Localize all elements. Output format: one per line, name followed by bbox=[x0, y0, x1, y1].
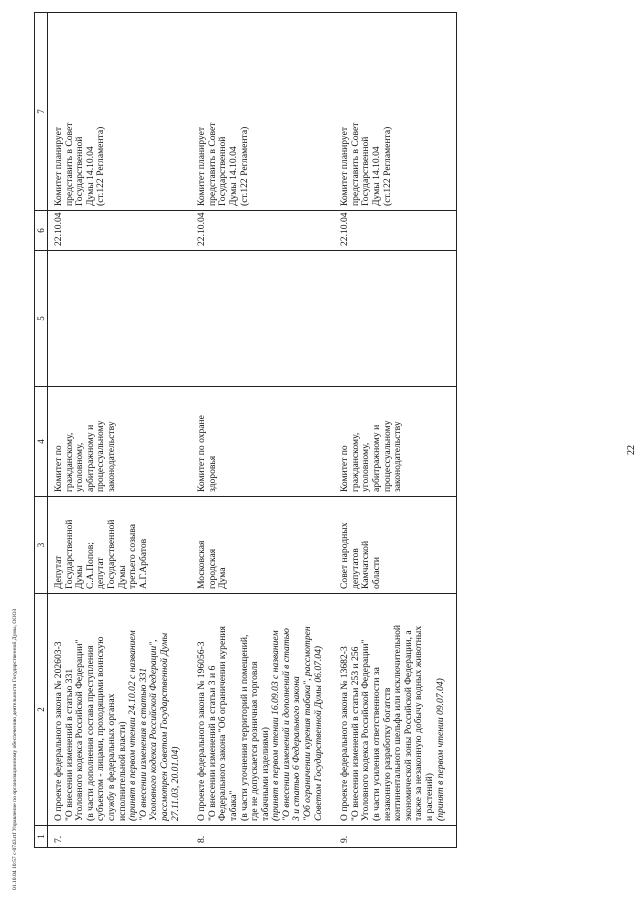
committee-line: процессуальному bbox=[381, 420, 393, 492]
committee-line: арбитражному и bbox=[84, 424, 96, 492]
bill-title-line: Уголовного кодекса Российской Федерации" bbox=[360, 639, 372, 821]
date-value: 22.10.04 bbox=[196, 212, 208, 246]
committee-cell bbox=[48, 387, 192, 497]
table-row bbox=[191, 13, 334, 848]
column-header: 6 bbox=[35, 211, 48, 251]
committee-line: здоровья bbox=[206, 455, 218, 492]
initiator-line: области bbox=[371, 556, 383, 589]
plan-line: Комитет планирует bbox=[53, 126, 64, 206]
column-header: 2 bbox=[35, 594, 48, 826]
bill-note-line: 27.11.03, 20.01.04) bbox=[169, 746, 181, 821]
committee-line: законодательству bbox=[105, 421, 117, 492]
bill-title-line: "О внесении изменений в статьи 253 и 256 bbox=[349, 646, 361, 821]
plan-line: (ст.122 Регламента) bbox=[238, 126, 250, 206]
bill-note-line: Уголовного кодекса Российской Федерации", bbox=[148, 639, 160, 821]
initiator-line: депутат bbox=[95, 557, 107, 589]
bill-title-line: исполнительной власти) bbox=[116, 721, 128, 821]
initiator-line: третьего созыва bbox=[127, 523, 139, 589]
committee-line: Комитет по bbox=[53, 445, 64, 492]
bill-title-line: "О внесении изменений в статьи 3 и 6 bbox=[206, 665, 218, 821]
bills-agenda-table bbox=[34, 12, 457, 848]
bill-title-line: также за незаконную добычу водных животных bbox=[413, 625, 425, 821]
date-cell bbox=[191, 211, 334, 251]
committee-line: уголовному, bbox=[360, 442, 372, 492]
plan-line: Государственной bbox=[74, 136, 86, 206]
column-header: 4 bbox=[35, 387, 48, 497]
plan-line: представить в Совет bbox=[349, 122, 361, 206]
initiator-line: Депутат bbox=[53, 555, 64, 589]
committee-line: гражданскому, bbox=[349, 432, 361, 492]
bill-note-line: (принят в первом чтении 16.09.03 с названием bbox=[270, 630, 282, 821]
row-number: 8. bbox=[196, 835, 208, 843]
initiator-line: Думы bbox=[74, 565, 86, 589]
table-row bbox=[48, 13, 192, 848]
bill-title-line: О проекте федерального закона № 202603-3 bbox=[53, 641, 64, 821]
plan-line: представить в Совет bbox=[206, 122, 218, 206]
table-header-row bbox=[35, 13, 48, 848]
bill-description-cell bbox=[191, 594, 334, 826]
committee-cell bbox=[191, 387, 334, 497]
bill-title-line: (в части усиления ответственности за bbox=[371, 667, 383, 821]
bill-note-line: 3 и статью 6 Федерального закона bbox=[291, 676, 303, 821]
initiator-cell bbox=[48, 497, 192, 594]
initiator-line: Совет народных bbox=[339, 522, 351, 589]
bill-note-line: Советом Государственной Думы 06.07.04) bbox=[312, 645, 324, 821]
date-value: 22.10.04 bbox=[339, 212, 351, 246]
committee-line: процессуальному bbox=[95, 420, 107, 492]
bill-note-line: "О внесении изменения в статью 331 bbox=[137, 667, 149, 821]
bill-title-line: субъектом - лицами, проходящими воинскую bbox=[95, 636, 107, 821]
bill-title-line: экономической зоны Российской Федерации, а bbox=[402, 630, 414, 821]
page-number: 22 bbox=[626, 445, 637, 455]
bill-note-line: рассмотрен Советом Государственной Думы bbox=[158, 632, 170, 821]
empty-cell bbox=[191, 251, 334, 387]
column-header: 7 bbox=[35, 13, 48, 211]
initiator-line: С.А.Попов; bbox=[84, 542, 96, 589]
initiator-line: Государственной bbox=[105, 519, 117, 589]
plan-cell bbox=[48, 13, 192, 211]
row-number: 7. bbox=[53, 835, 64, 843]
bill-description-cell bbox=[48, 594, 192, 826]
plan-line: Комитет планирует bbox=[196, 126, 208, 206]
plan-cell bbox=[334, 13, 456, 211]
initiator-line: депутатов Камчатской bbox=[349, 540, 372, 589]
initiator-line: Московская городская bbox=[196, 540, 218, 589]
table-row bbox=[334, 13, 456, 848]
initiator-line: Государственной bbox=[63, 519, 75, 589]
bill-note-line: "Об ограничении курения табака", рассмотрен bbox=[302, 626, 314, 821]
document-footer: 01.10.04 10:57 с-0743.rtf Управление по организационному обеспечению деятельности Государственной Думы, ООО3 bbox=[12, 608, 18, 890]
bill-title-line: континентального шельфа или исключительной bbox=[392, 624, 404, 821]
bill-title-line: (в части дополнения состава преступления bbox=[84, 645, 96, 821]
initiator-line: Думы bbox=[116, 565, 128, 589]
plan-line: Государственной bbox=[360, 136, 372, 206]
plan-line: представить в Совет bbox=[63, 122, 75, 206]
plan-line: Государственной bbox=[217, 136, 229, 206]
committee-line: законодательству bbox=[392, 421, 404, 492]
bill-description-cell bbox=[334, 594, 456, 826]
bill-title-line: и растений) bbox=[424, 773, 435, 821]
empty-cell bbox=[334, 251, 456, 387]
date-value: 22.10.04 bbox=[53, 212, 64, 246]
date-cell bbox=[48, 211, 192, 251]
bill-title-line: (в части уточнения территорий и помещений, bbox=[238, 634, 250, 821]
bill-note-line: "О внесении изменений и дополнений в статью bbox=[280, 628, 292, 821]
bill-title-line: табачными изделиями) bbox=[259, 727, 271, 821]
bill-title-line: незаконную разработку богатств bbox=[381, 687, 393, 821]
bill-title-line: О проекте федерального закона № 196056-3 bbox=[196, 641, 208, 821]
initiator-line: А.Г.Арбатов bbox=[137, 538, 149, 589]
plan-line: Комитет планирует bbox=[339, 126, 351, 206]
initiator-cell bbox=[334, 497, 456, 594]
bill-title-line: табака" bbox=[227, 790, 239, 821]
column-header: 3 bbox=[35, 497, 48, 594]
bill-note-line: (принят в первом чтении 09.07.04) bbox=[434, 678, 446, 821]
bill-title-line: где не допускается розничная торговля bbox=[249, 661, 261, 821]
row-number-cell bbox=[48, 826, 192, 848]
bill-title-line: Уголовного кодекса Российской Федерации" bbox=[74, 639, 86, 821]
bill-title-line: службу в федеральных органах bbox=[105, 693, 117, 821]
committee-line: арбитражному и bbox=[371, 424, 383, 492]
bill-note-line: (принят в первом чтении 24.10.02 с названием bbox=[127, 630, 139, 821]
initiator-line: Дума bbox=[217, 567, 229, 589]
committee-cell bbox=[334, 387, 456, 497]
row-number-cell bbox=[191, 826, 334, 848]
row-number-cell bbox=[334, 826, 456, 848]
initiator-cell bbox=[191, 497, 334, 594]
plan-line: Думы 14.10.04 bbox=[227, 146, 239, 206]
row-number: 9. bbox=[339, 835, 351, 843]
empty-cell bbox=[48, 251, 192, 387]
committee-line: уголовному, bbox=[74, 442, 86, 492]
date-cell bbox=[334, 211, 456, 251]
bill-title-line: О проекте федерального закона № 13682-3 bbox=[339, 646, 351, 821]
committee-line: Комитет по охране bbox=[196, 415, 208, 492]
plan-line: (ст.122 Регламента) bbox=[95, 126, 107, 206]
column-header: 5 bbox=[35, 251, 48, 387]
plan-cell bbox=[191, 13, 334, 211]
column-header: 1 bbox=[35, 826, 48, 848]
committee-line: Комитет по bbox=[339, 445, 351, 492]
committee-line: гражданскому, bbox=[63, 432, 75, 492]
bill-title-line: "О внесении изменений в статью 331 bbox=[63, 668, 75, 821]
plan-line: (ст.122 Регламента) bbox=[381, 126, 393, 206]
bill-title-line: Федерального закона "Об ограничении курения bbox=[217, 626, 229, 821]
plan-line: Думы 14.10.04 bbox=[371, 146, 383, 206]
plan-line: Думы 14.10.04 bbox=[84, 146, 96, 206]
